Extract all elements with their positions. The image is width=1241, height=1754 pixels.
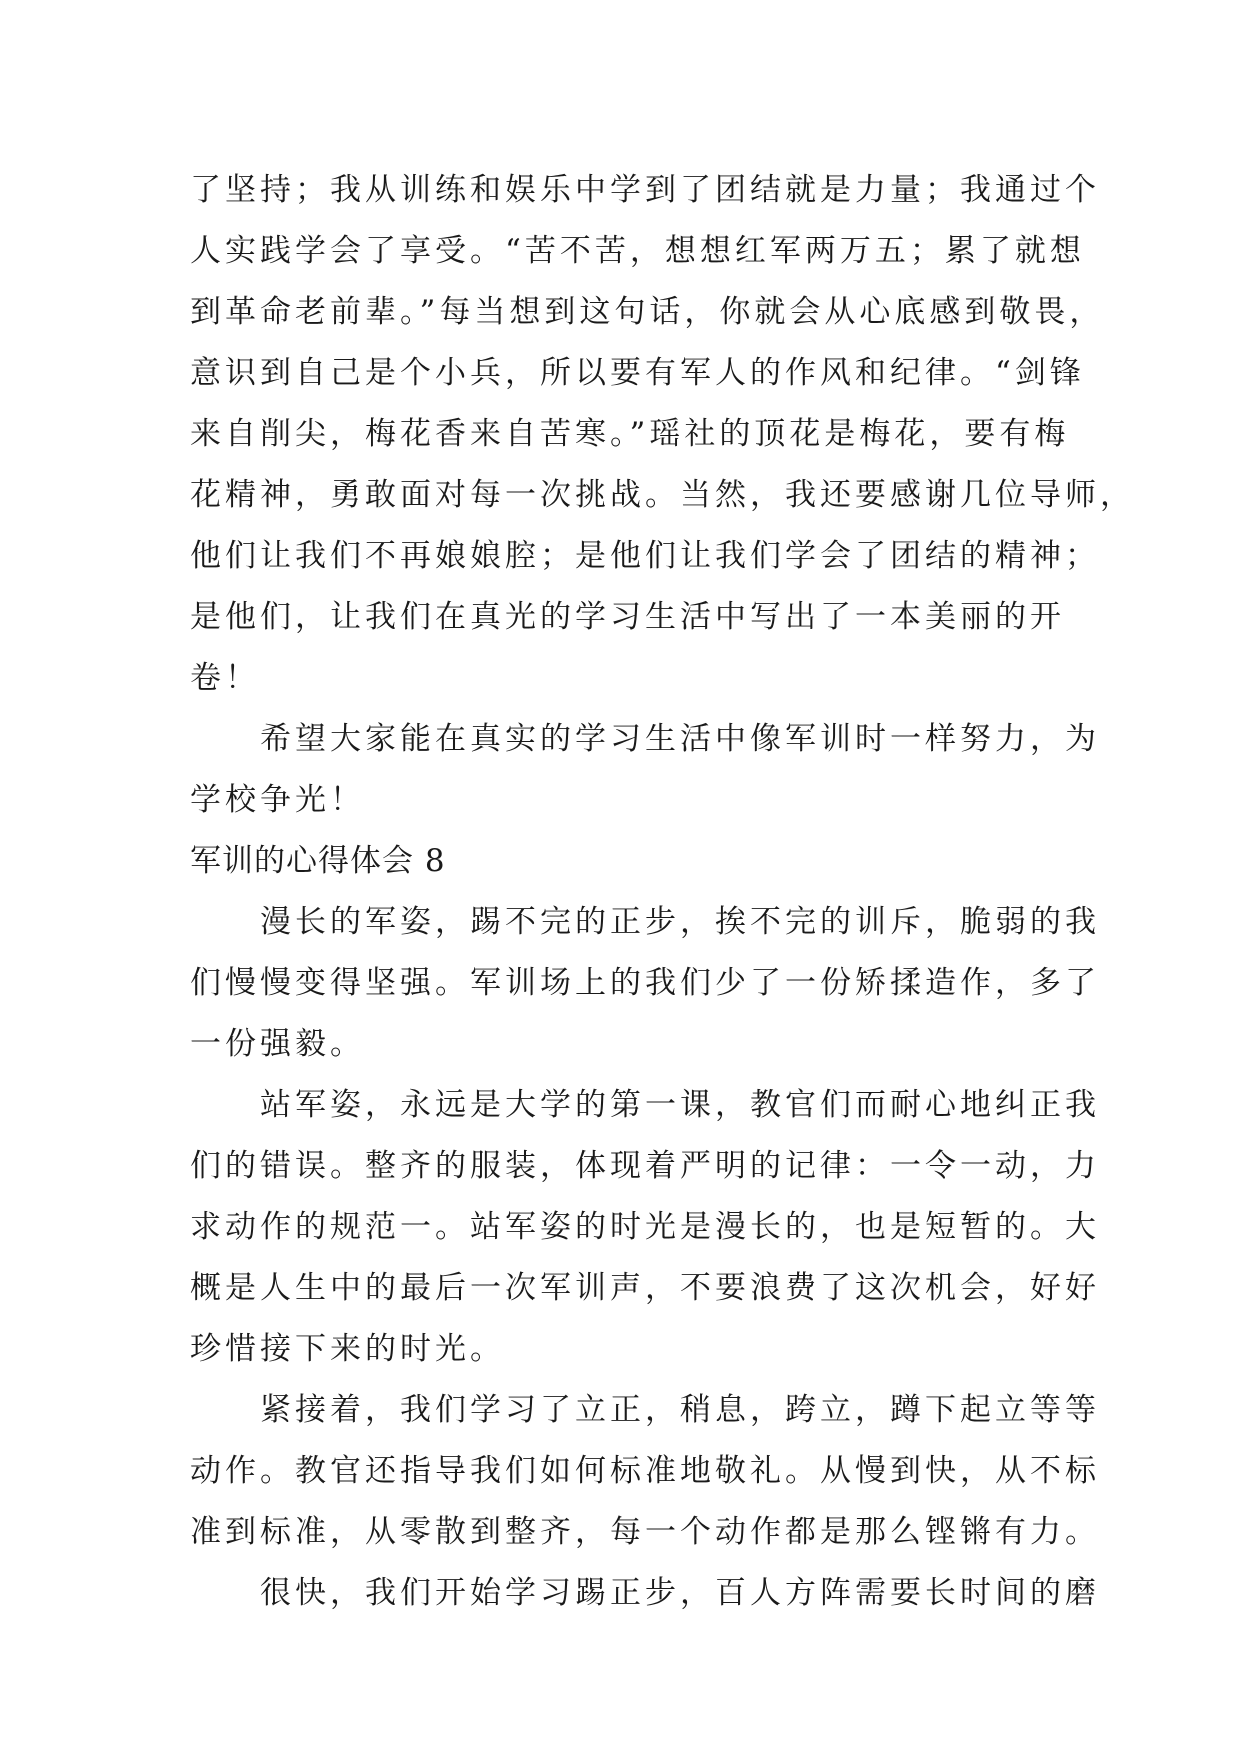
text-line: 意识到自己是个小兵，所以要有军人的作风和纪律。“剑锋 <box>190 355 1085 391</box>
text-line: 珍惜接下来的时光。 <box>190 1331 505 1367</box>
text-line: 花精神，勇敢面对每一次挑战。当然，我还要感谢几位导师， <box>190 477 1135 513</box>
section-heading: 军训的心得体会 8 <box>190 843 446 879</box>
paragraph-first-line: 紧接着，我们学习了立正，稍息，跨立，蹲下起立等等 <box>260 1392 1100 1428</box>
text-line: 来自削尖，梅花香来自苦寒。”瑶社的顶花是梅花，要有梅 <box>190 416 1070 452</box>
text-line: 人实践学会了享受。“苦不苦，想想红军两万五；累了就想 <box>190 233 1085 269</box>
text-line: 了坚持；我从训练和娱乐中学到了团结就是力量；我通过个 <box>190 172 1100 208</box>
paragraph-first-line: 很快，我们开始学习踢正步，百人方阵需要长时间的磨 <box>260 1575 1100 1611</box>
text-line: 学校争光！ <box>190 782 365 818</box>
text-line: 到革命老前辈。”每当想到这句话，你就会从心底感到敬畏， <box>190 294 1105 330</box>
text-line: 准到标准，从零散到整齐，每一个动作都是那么铿锵有力。 <box>190 1514 1100 1550</box>
text-line: 概是人生中的最后一次军训声，不要浪费了这次机会，好好 <box>190 1270 1100 1306</box>
text-line: 一份强毅。 <box>190 1026 365 1062</box>
text-line: 是他们，让我们在真光的学习生活中写出了一本美丽的开 <box>190 599 1065 635</box>
text-line: 动作。教官还指导我们如何标准地敬礼。从慢到快，从不标 <box>190 1453 1100 1489</box>
paragraph-first-line: 漫长的军姿，踢不完的正步，挨不完的训斥，脆弱的我 <box>260 904 1100 940</box>
text-line: 卷！ <box>190 660 260 696</box>
text-line: 求动作的规范一。站军姿的时光是漫长的，也是短暂的。大 <box>190 1209 1100 1245</box>
document-body <box>190 160 1135 1624</box>
text-line: 们慢慢变得坚强。军训场上的我们少了一份矫揉造作，多了 <box>190 965 1100 1001</box>
text-line: 们的错误。整齐的服装，体现着严明的记律：一令一动，力 <box>190 1148 1100 1184</box>
paragraph-first-line: 站军姿，永远是大学的第一课，教官们而耐心地纠正我 <box>260 1087 1100 1123</box>
paragraph-first-line: 希望大家能在真实的学习生活中像军训时一样努力，为 <box>260 721 1100 757</box>
text-line: 他们让我们不再娘娘腔；是他们让我们学会了团结的精神； <box>190 538 1100 574</box>
